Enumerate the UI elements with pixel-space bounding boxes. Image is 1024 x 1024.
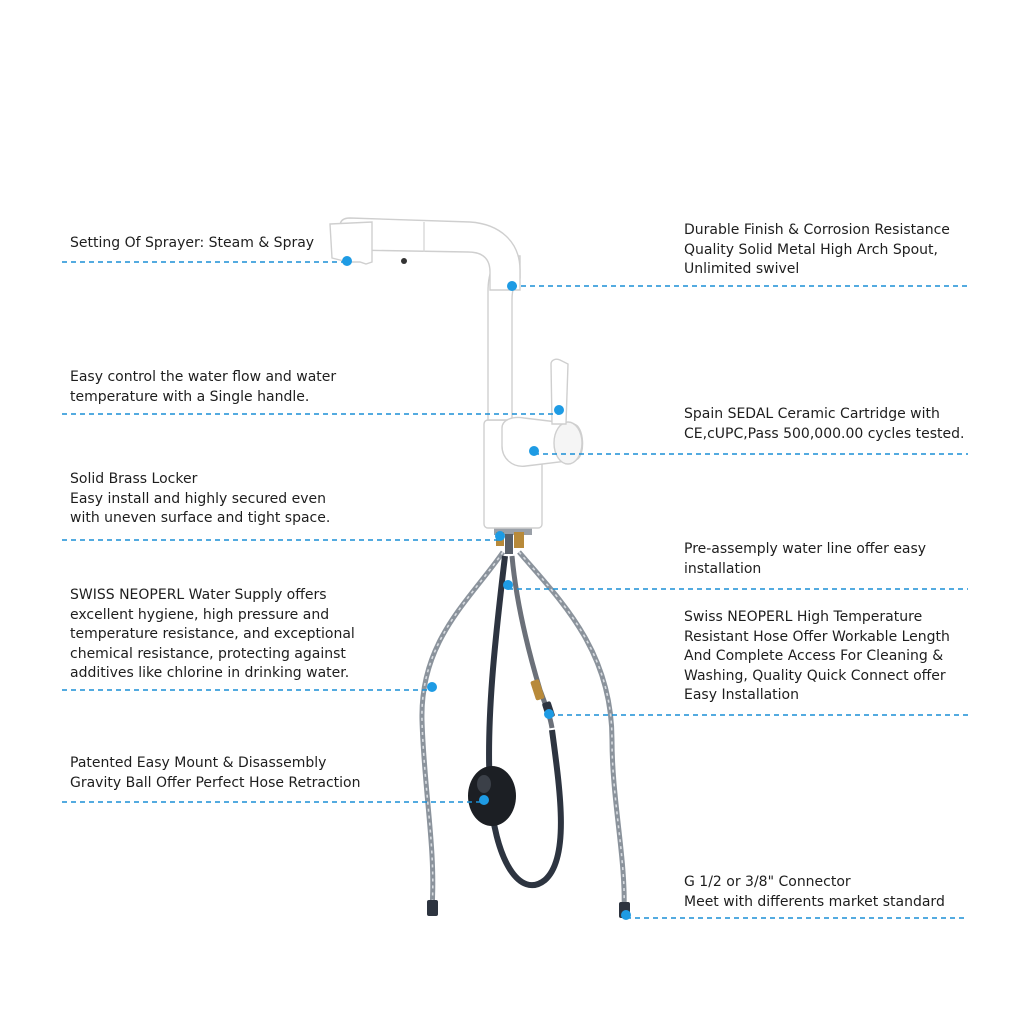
callout-dot-brass-locker [495, 531, 505, 541]
callout-line: with uneven surface and tight space. [70, 510, 331, 526]
callout-dot-single-handle [554, 405, 564, 415]
callout-dot-water-supply [427, 682, 437, 692]
callout-line: Gravity Ball Offer Perfect Hose Retraction [70, 774, 361, 791]
callout-line: Easy control the water flow and water [70, 369, 337, 385]
callout-line: G 1/2 or 3/8" Connector [684, 874, 851, 890]
callout-line: Quality Solid Metal High Arch Spout, [684, 241, 938, 258]
callout-line: Unlimited swivel [684, 261, 800, 277]
callout-sprayer-setting [70, 234, 314, 254]
callout-dot-high-temp-hose [544, 709, 554, 719]
callout-line: Swiss NEOPERL High Temperature [684, 609, 923, 625]
callout-line: Easy Installation [684, 687, 799, 703]
callout-line: Setting Of Sprayer: Steam & Spray [70, 235, 315, 251]
gravity-ball [468, 766, 516, 826]
callout-pre-assembly [684, 540, 926, 579]
callout-line: Easy install and highly secured even [70, 490, 327, 507]
callout-line: Patented Easy Mount & Disassembly [70, 755, 327, 771]
callout-single-handle [70, 368, 336, 407]
callout-line: installation [684, 560, 762, 577]
faucet-body [330, 218, 583, 528]
callout-dot-pre-assembly [503, 580, 513, 590]
callout-dot-connector [621, 910, 631, 920]
callout-brass-locker [70, 470, 330, 529]
callout-ceramic-cartridge [684, 405, 965, 444]
callout-line: And Complete Access For Cleaning & [684, 648, 944, 664]
callout-gravity-ball [70, 754, 360, 793]
callout-high-temp-hose [684, 608, 950, 706]
callout-line: Washing, Quality Quick Connect offer [684, 667, 946, 684]
callout-connector [684, 873, 945, 912]
callout-line: temperature with a Single handle. [70, 388, 310, 405]
callout-line: Spain SEDAL Ceramic Cartridge with [684, 406, 940, 422]
callout-line: Durable Finish & Corrosion Resistance [684, 222, 950, 238]
callout-dot-durable-finish [507, 281, 517, 291]
callout-line: Meet with differents market standard [684, 893, 945, 910]
sprayer-head [330, 222, 372, 264]
callout-water-supply [70, 586, 355, 684]
callout-line: temperature resistance, and exceptional [70, 626, 355, 642]
callout-line: excellent hygiene, high pressure and [70, 606, 330, 623]
callout-dot-gravity-ball [479, 795, 489, 805]
callout-durable-finish [684, 221, 950, 280]
callout-dot-sprayer-setting [342, 256, 352, 266]
left-connector [427, 900, 438, 916]
callout-line: chemical resistance, protecting against [70, 645, 346, 662]
callout-line: SWISS NEOPERL Water Supply offers [70, 587, 327, 603]
callout-line: CE,cUPC,Pass 500,000.00 cycles tested. [684, 425, 965, 442]
callout-line: Resistant Hose Offer Workable Length [684, 628, 950, 645]
callout-line: additives like chlorine in drinking water. [70, 665, 350, 681]
callout-line: Pre-assemply water line offer easy [684, 541, 927, 557]
callout-line: Solid Brass Locker [70, 471, 198, 487]
right-steel-hose [519, 552, 624, 910]
quick-connect-upper [530, 679, 545, 701]
callout-dot-ceramic-cartridge [529, 446, 539, 456]
water-supply-hoses [422, 552, 630, 918]
